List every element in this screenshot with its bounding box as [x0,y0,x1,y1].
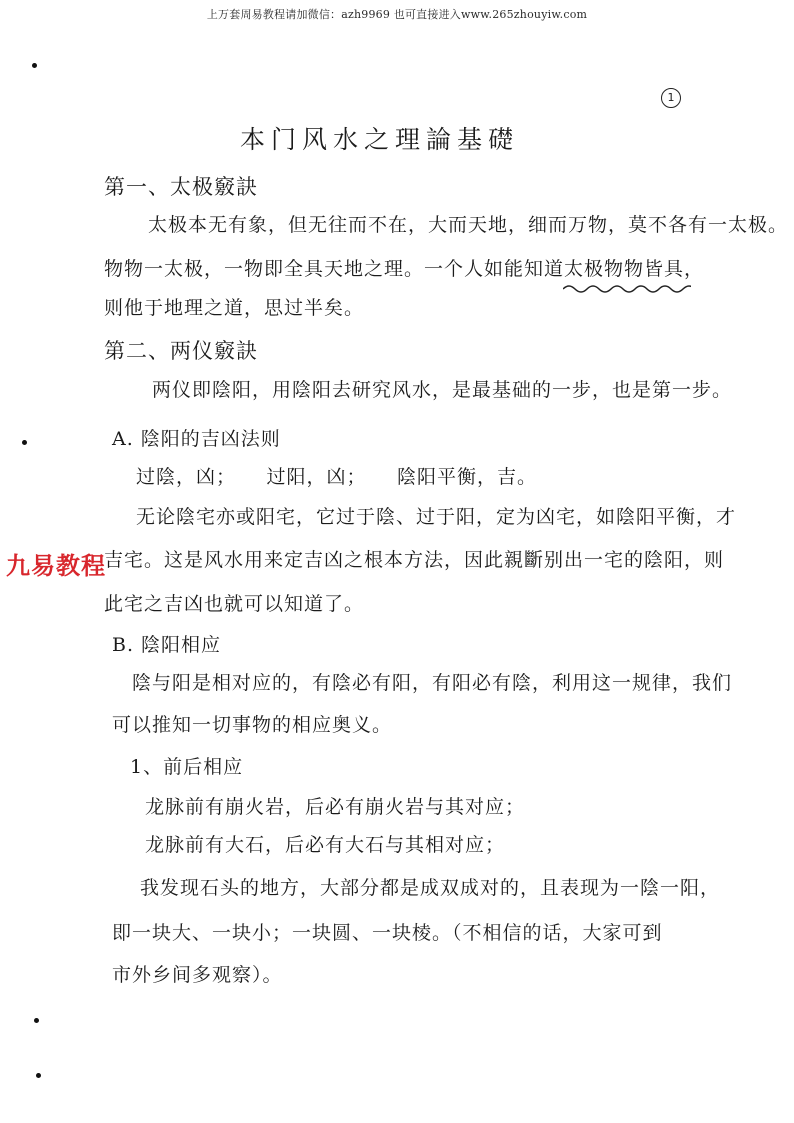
body-line: 过陰，凶； 过阳，凶； 陰阳平衡，吉。 [136,466,538,488]
body-line: 即一块大、一块小；一块圆、一块棱。（不相信的话，大家可到 [112,922,663,944]
scan-speck [32,63,37,68]
section-heading-liangyi: 第二、两仪竅訣 [104,339,258,363]
wavy-underline [563,283,691,295]
body-line: 则他于地理之道，思过半矣。 [104,297,365,319]
body-line: 可以推知一切事物的相应奥义。 [112,714,393,736]
body-line: 吉宅。这是风水用来定吉凶之根本方法，因此親斷别出一宅的陰阳，则 [104,549,725,571]
section-heading-taiji: 第一、太极竅訣 [104,175,258,199]
body-line: 陰与阳是相对应的，有陰必有阳，有阳必有陰，利用这一规律，我们 [132,672,733,694]
document-title: 本门风水之理論基礎 [240,125,520,154]
page-header-notice: 上万套周易教程请加微信：azh9969 也可直接进入www.265zhouyiw.com [206,8,588,21]
scan-speck [34,1018,39,1023]
scan-speck [22,440,27,445]
subheading-b: B. 陰阳相应 [112,634,222,656]
page-number-circle: 1 [661,88,681,108]
body-line: 龙脉前有大石，后必有大石与其相对应； [145,834,506,856]
subheading-a: A. 陰阳的吉凶法则 [112,428,281,450]
body-line: 无论陰宅亦或阳宅，它过于陰、过于阳，定为凶宅，如陰阳平衡，才 [136,506,737,528]
body-line: 两仪即陰阳，用陰阳去研究风水，是最基础的一步，也是第一步。 [152,379,733,401]
body-line: 龙脉前有崩火岩，后必有崩火岩与其对应； [145,796,526,818]
watermark-label: 九易教程 [6,552,106,580]
scan-speck [36,1073,41,1078]
body-line: 太极本无有象，但无往而不在，大而天地，细而万物，莫不各有一太极。 [148,214,789,236]
body-line: 市外乡间多观察）。 [112,964,283,986]
body-line: 此宅之吉凶也就可以知道了。 [104,593,365,615]
body-line: 物物一太极，一物即全具天地之理。一个人如能知道太极物物皆具， [104,258,705,280]
subheading-front-back: 1、前后相应 [130,756,244,778]
body-line: 我发现石头的地方，大部分都是成双成对的，且表现为一陰一阳， [140,877,721,899]
